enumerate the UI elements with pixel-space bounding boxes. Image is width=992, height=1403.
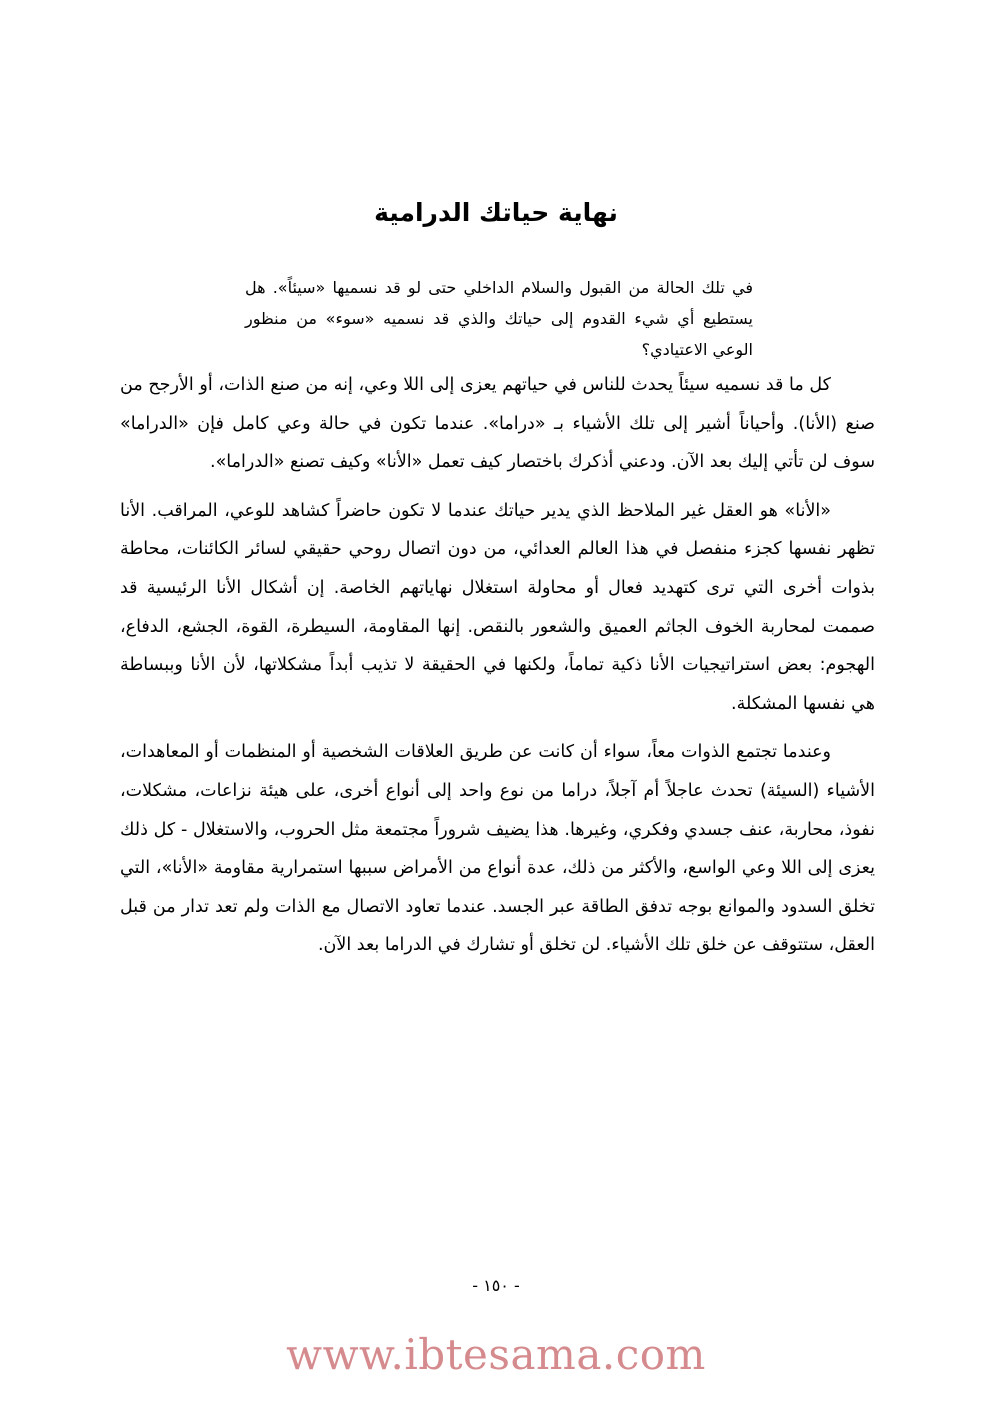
paragraph: وعندما تجتمع الذوات معاً، سواء أن كانت عن طريق العلاقات الشخصية أو المنظمات أو المعاهدات، الأشياء (السيئة) تحدث عاجلاً أم آجلاً، دراما من نوع واحد إلى أنواع أخرى، على هيئة نزاعات، مشكلات، نفوذ، محاربة، عنف جسدي وفكري، وغيرها. هذا يضيف شروراً مجتمعة مثل الحروب، والاستغلال - كل ذلك يعزى إلى اللا وعي الواسع، والأكثر من ذلك، عدة أنواع من الأمراض سببها استمرارية مقاومة «الأنا»، التي تخلق السدود والموانع بوجه تدفق الطاقة عبر الجسد. عندما تعاود الاتصال مع الذات ولم تعد تدار من قبل العقل، ستتوقف عن خلق تلك الأشياء. لن تخلق أو تشارك في الدراما بعد الآن. xyxy=(120,742,875,956)
page-title: نهاية حياتك الدرامية xyxy=(374,198,618,227)
epigraph-quote: في تلك الحالة من القبول والسلام الداخلي حتى لو قد نسميها «سيئاً». هل يستطيع أي شيء القدوم إلى حياتك والذي قد نسميه «سوء» من منظور الوعي الاعتيادي؟ xyxy=(245,278,753,359)
page-number: - ١٥٠ - xyxy=(472,1276,520,1295)
paragraph: «الأنا» هو العقل غير الملاحظ الذي يدير حياتك عندما لا تكون حاضراً كشاهد للوعي، المراقب. الأنا تظهر نفسها كجزء منفصل في هذا العالم العدائي، من دون اتصال روحي حقيقي لسائر الكائنات، محاطة بذوات أخرى التي ترى كتهديد فعال أو محاولة استغلال نهاياتهم الخاصة. إن أشكال الأنا الرئيسية قد صممت لمحاربة الخوف الجاثم العميق والشعور بالنقص. إنها المقاومة، السيطرة، القوة، الجشع، الدفاع، الهجوم: بعض استراتيجيات الأنا ذكية تماماً، ولكنها في الحقيقة لا تذيب أبداً مشكلاتها، لأن الأنا وببساطة هي نفسها المشكلة. xyxy=(120,500,875,714)
watermark-url: www.ibtesama.com xyxy=(286,1330,706,1379)
paragraph: كل ما قد نسميه سيئاً يحدث للناس في حياتهم يعزى إلى اللا وعي، إنه من صنع الذات، أو الأرجح من صنع (الأنا). وأحياناً أشير إلى تلك الأشياء بـ «دراما». عندما تكون في حالة وعي كامل فإن «الدراما» سوف لن تأتي إليك بعد الآن. ودعني أذكرك باختصار كيف تعمل «الأنا» وكيف تصنع «الدراما». xyxy=(120,375,875,473)
body-text xyxy=(120,366,875,975)
